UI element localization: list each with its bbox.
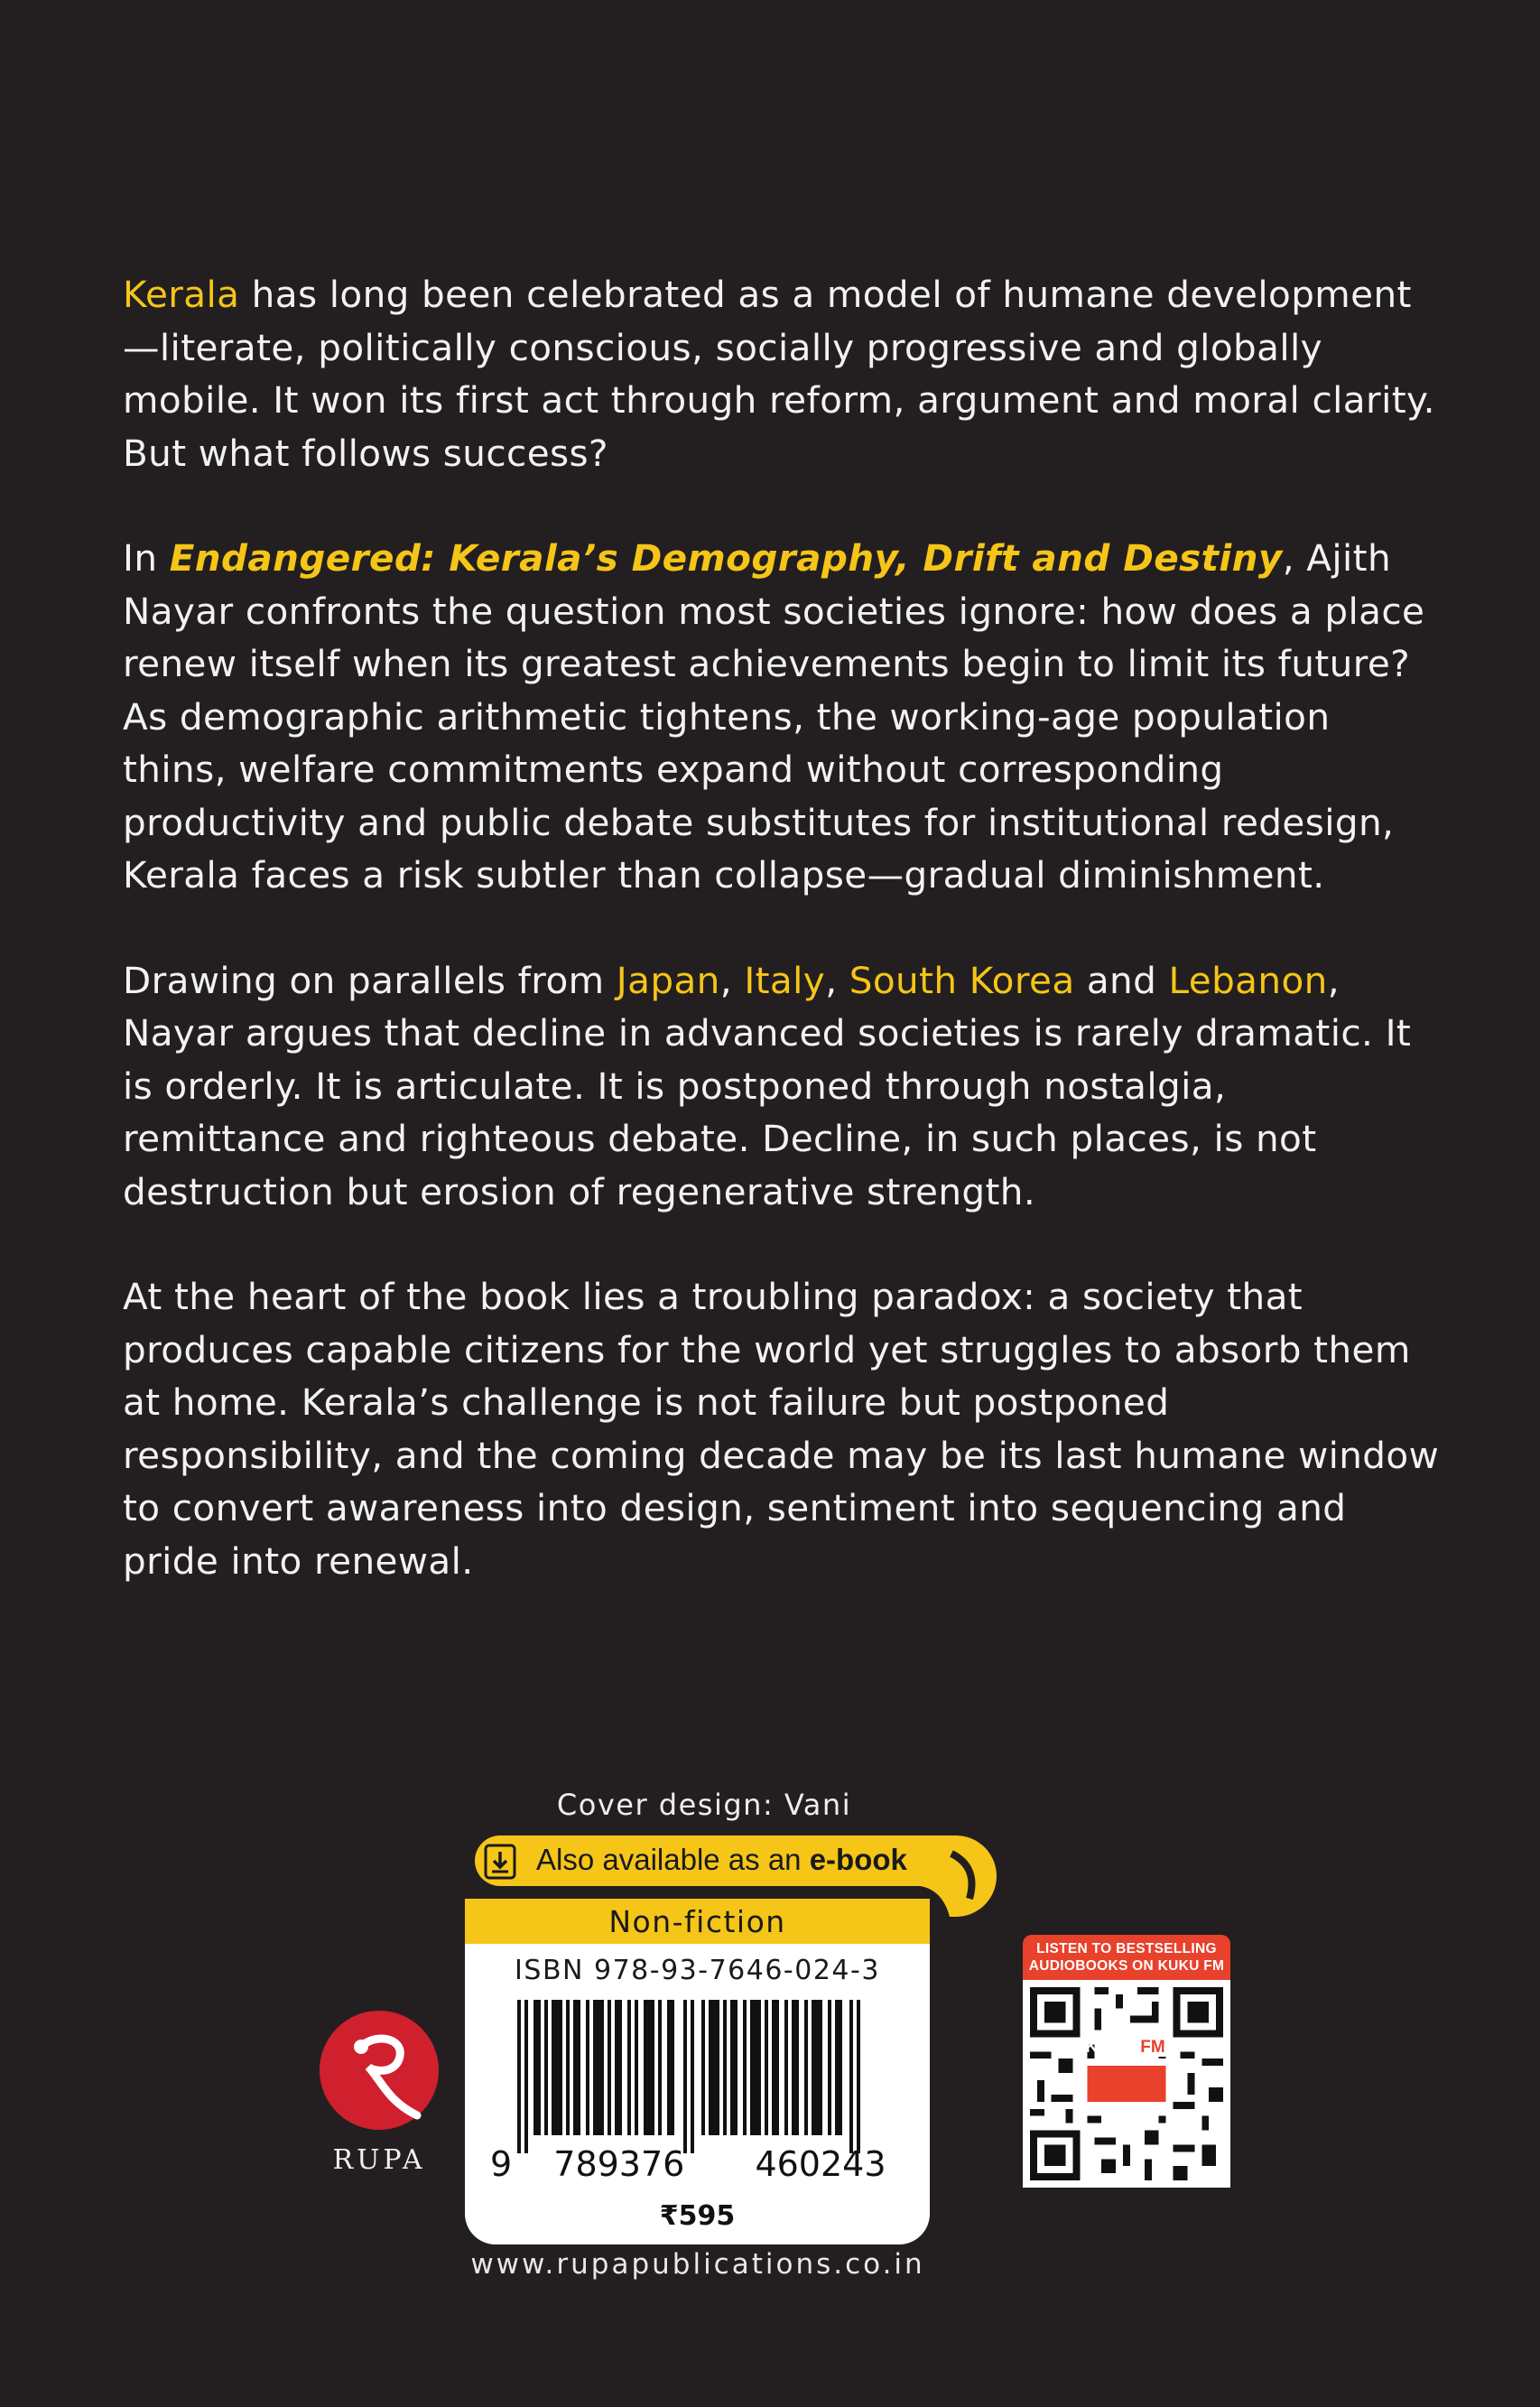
blurb-paragraph-2: [123, 532, 1441, 902]
publisher-website: www.rupapublications.co.in: [470, 2248, 925, 2281]
book-title: Endangered: Kerala’s Demography, Drift and Destiny: [169, 536, 1283, 580]
kuku-fm-header: LISTEN TO BESTSELLING AUDIOBOOKS ON KUKU FM: [1023, 1935, 1230, 1980]
blurb-paragraph-3: [123, 954, 1441, 1219]
highlight-south-korea: South Korea: [849, 958, 1075, 1002]
barcode-digits: [490, 2144, 886, 2184]
kuku-fm-badge: [1023, 2038, 1230, 2058]
highlight-kerala: Kerala: [123, 273, 240, 316]
rupa-logo-mark: [316, 2007, 442, 2133]
paragraph-text: , Nayar argues that decline in advanced societies is rarely dramatic. It is orderly. It is articulate. It is postponed through nostalgia, remittance and righteous debate. Decline, in such places, is not destruction but erosion of regenerative strength.: [123, 958, 1412, 1213]
download-icon: [484, 1844, 516, 1880]
barcode-right-digits: 460243: [755, 2144, 886, 2184]
paragraph-text: Drawing on parallels from: [123, 958, 617, 1002]
rupa-logo: [316, 2007, 442, 2176]
highlight-lebanon: Lebanon: [1168, 958, 1328, 1002]
fm-badge-text: FM: [1137, 2038, 1167, 2057]
ebook-label: [536, 1843, 907, 1877]
blurb-paragraph-1: [123, 268, 1441, 479]
paragraph-text: has long been celebrated as a model of humane development—literate, politically conscious, socially progressive and globally mobile. It won its first act through reform, argument and moral clarity. But what follows success?: [123, 273, 1435, 475]
blurb-text: [123, 268, 1441, 1640]
publisher-name: RUPA: [332, 2144, 426, 2176]
price: ₹595: [659, 2200, 736, 2232]
paragraph-text: In: [123, 536, 170, 580]
kuku-fm-qr-block: [1023, 1935, 1230, 2188]
highlight-italy: Italy: [744, 958, 826, 1002]
ebook-prefix: Also available as an: [536, 1843, 810, 1876]
separator: ,: [719, 958, 745, 1002]
ebook-bold: e-book: [809, 1843, 907, 1876]
cover-design-credit: Cover design: Vani: [556, 1788, 852, 1822]
barcode-first-digit: 9: [490, 2144, 513, 2184]
separator: and: [1074, 958, 1169, 1002]
genre-label: Non-fiction: [465, 1899, 930, 1944]
separator: ,: [825, 958, 849, 1002]
barcode-panel: [465, 1899, 930, 2244]
isbn-text: ISBN 978-93-7646-024-3: [515, 1955, 880, 1986]
qr-code[interactable]: [1023, 1980, 1230, 2188]
kuku-badge-text: KUKU: [1085, 2038, 1136, 2057]
blurb-paragraph-4: At the heart of the book lies a troubling paradox: a society that produces capable citizens for the world yet struggles to absorb them at home. Kerala’s challenge is not failure but postponed responsibility, and the coming decade may be its last humane window to convert awareness into design, sentiment into sequencing and pride into renewal.: [123, 1275, 1440, 1583]
highlight-japan: Japan: [616, 958, 720, 1002]
paragraph-text: , Ajith Nayar confronts the question most societies ignore: how does a place renew itself when its greatest achievements begin to limit its future? As demographic arithmetic tightens, the working-age population thins, welfare commitments expand without corresponding productivity and public debate substitutes for institutional redesign, Kerala faces a risk subtler than collapse—gradual diminishment.: [123, 536, 1425, 897]
barcode-left-digits: 789376: [553, 2144, 685, 2184]
barcode: [517, 2000, 878, 2153]
